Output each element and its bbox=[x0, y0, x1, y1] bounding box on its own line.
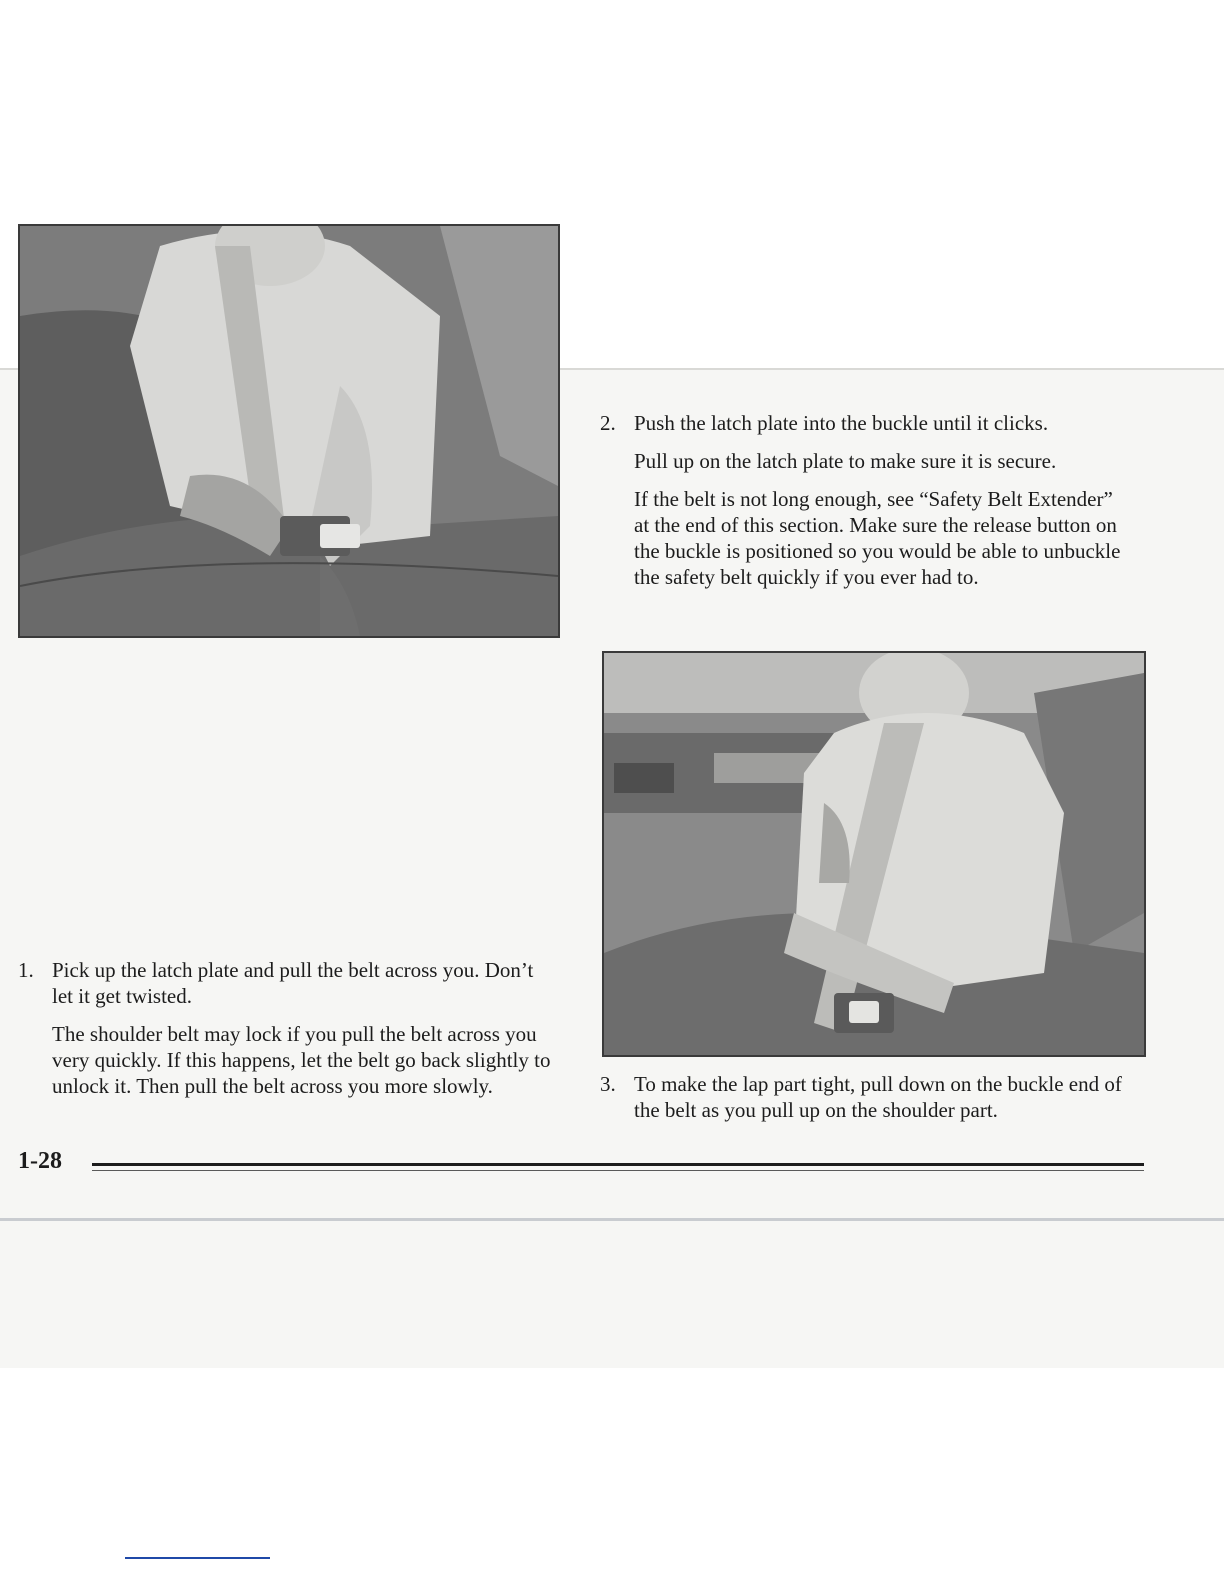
footer-rule-thin bbox=[92, 1170, 1144, 1171]
step-3-block bbox=[600, 1071, 1130, 1123]
right-column bbox=[600, 410, 1130, 590]
step-note: The shoulder belt may lock if you pull the belt across you very quickly. If this happens, let the belt go back slightly to unlock it. Then pull the belt across you more slowly. bbox=[52, 1022, 551, 1098]
step-number: 3. bbox=[600, 1072, 616, 1096]
footer-rule bbox=[92, 1163, 1144, 1166]
step-1 bbox=[18, 957, 558, 1009]
step-1-block bbox=[18, 957, 558, 1099]
step-text: Pick up the latch plate and pull the belt across you. Don’t let it get twisted. bbox=[52, 958, 534, 1008]
page-number: 1-28 bbox=[18, 1148, 62, 1174]
page-bottom-edge bbox=[0, 1218, 1224, 1221]
illustration-buckle-clicked bbox=[602, 651, 1146, 1057]
illustration-pull-belt-across bbox=[18, 224, 560, 638]
divider bbox=[125, 1557, 270, 1559]
step-note: If the belt is not long enough, see “Safety Belt Extender” at the end of this section. Make sure the release button on the buckle is positioned so you would be able to unbuckle the safety belt quickly if you ever had to. bbox=[634, 487, 1121, 589]
step-3 bbox=[600, 1071, 1130, 1123]
step-number: 2. bbox=[600, 411, 616, 435]
step-text: Push the latch plate into the buckle until it clicks. bbox=[634, 411, 1049, 435]
step-text: To make the lap part tight, pull down on the buckle end of the belt as you pull up on the shoulder part. bbox=[634, 1072, 1122, 1122]
step-2 bbox=[600, 410, 1130, 436]
step-note: Pull up on the latch plate to make sure it is secure. bbox=[634, 449, 1057, 473]
step-number: 1. bbox=[18, 958, 34, 982]
